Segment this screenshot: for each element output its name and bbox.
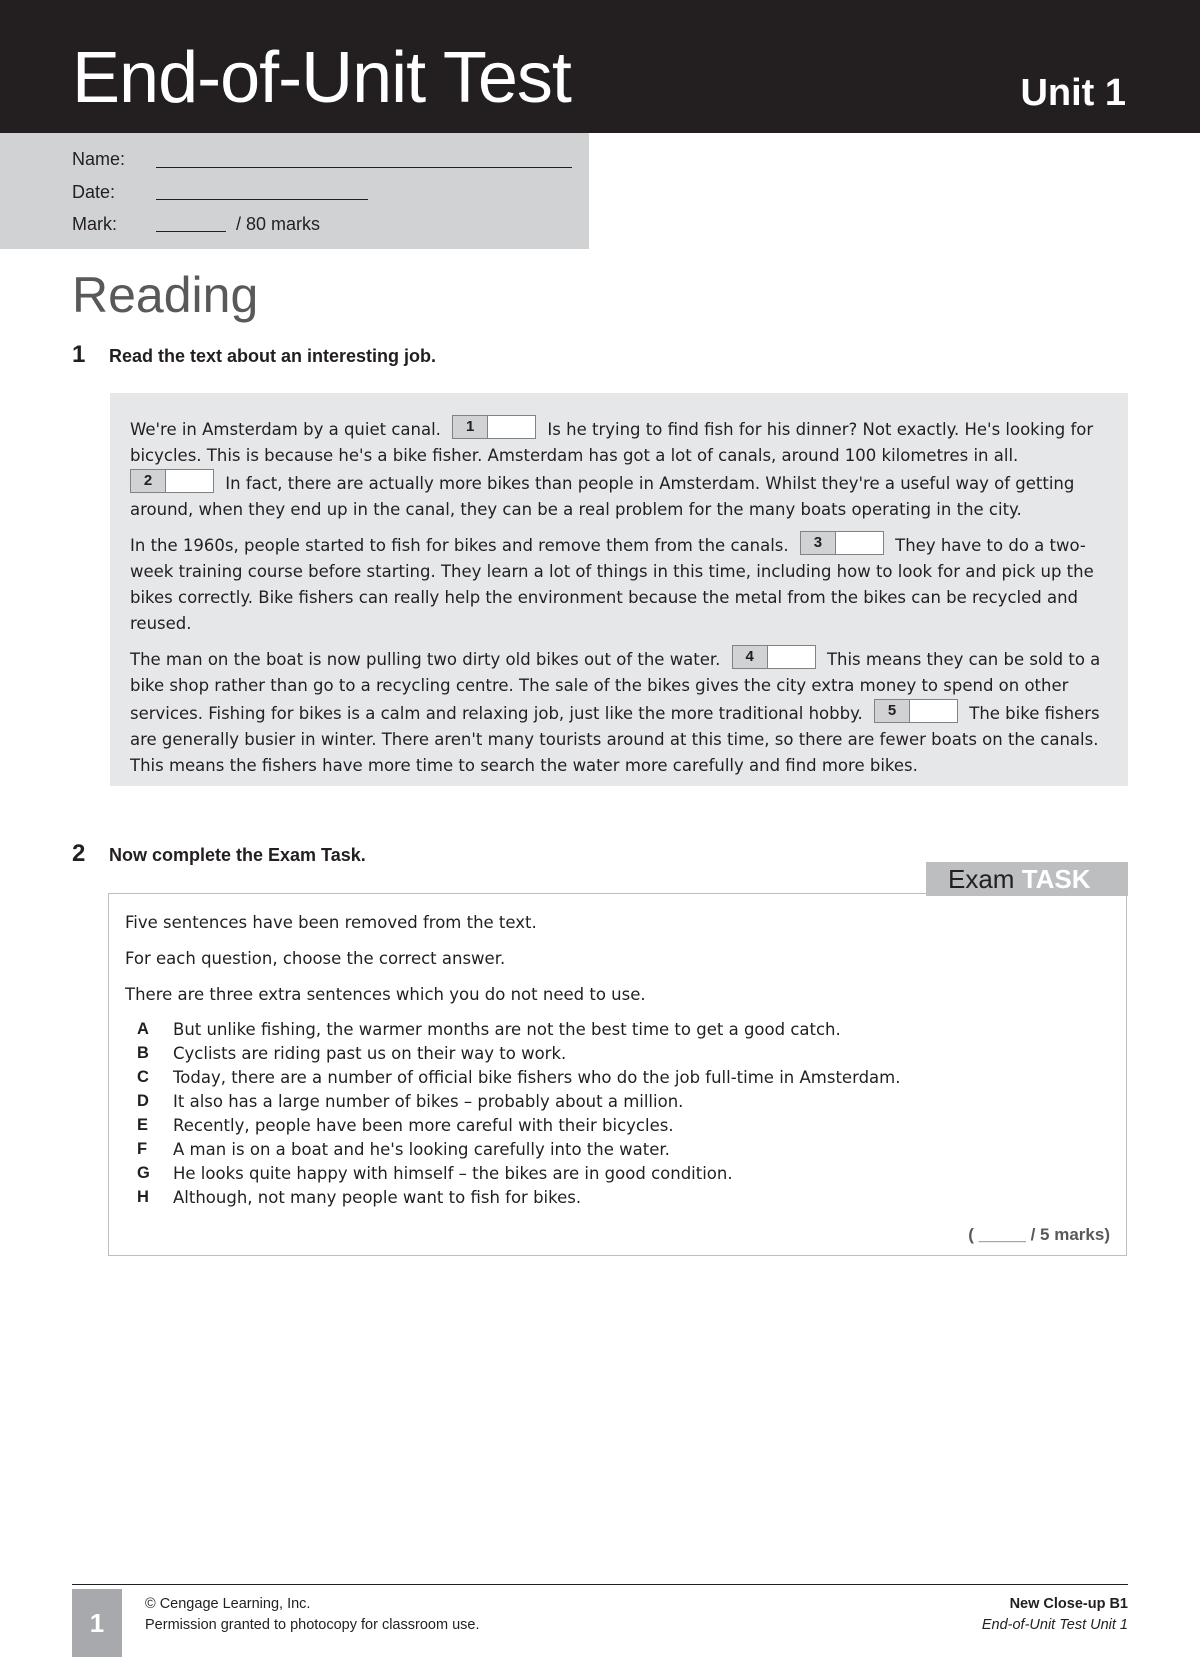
option-a[interactable] <box>137 1020 1097 1044</box>
exam-tab-word: Exam <box>948 864 1015 894</box>
passage-text: This means they can be sold to a bike shop rather than go to a recycling centre. The sale of the bikes gives the city extra money to spend on other services. Fishing for bikes is a calm and relaxing job, just like the more traditional hobby. <box>130 650 1101 723</box>
option-text: Today, there are a number of official bike fishers who do the job full-time in Amsterdam. <box>173 1068 901 1087</box>
passage-text: Is he trying to find fish for his dinner? Not exactly. He's looking for bicycles. This is because he's a bike fisher. Amsterdam has got a lot of canals, around 100 kilometres in all. <box>130 420 1094 465</box>
page-title: End-of-Unit Test <box>72 38 571 118</box>
date-field[interactable] <box>156 199 368 200</box>
reading-passage-box <box>110 393 1128 786</box>
unit-label: Unit 1 <box>1020 72 1126 114</box>
student-info-box <box>0 133 589 249</box>
passage-paragraph-3 <box>130 645 1110 779</box>
passage-text: They have to do a two-week training course before starting. They learn a lot of things in this time, including how to look for and pick up the bikes correctly. Bike fishers can really help the environment because the metal from the bikes can be recycled and reused. <box>130 536 1094 633</box>
exam-task-tab <box>926 862 1128 896</box>
reading-passage <box>130 415 1110 787</box>
option-letter: C <box>137 1068 149 1086</box>
question-2-instruction: Now complete the Exam Task. <box>109 845 366 865</box>
exam-task-marks: ( _____ / 5 marks) <box>968 1225 1110 1244</box>
passage-text: The bike fishers are generally busier in winter. There aren't many tourists around at this time, so there are fewer boats on the canals. This means the fishers have more time to search the water more carefully and find more bikes. <box>130 704 1100 775</box>
exam-tab-task-word: TASK <box>1021 864 1091 894</box>
question-1-instruction: Read the text about an interesting job. <box>109 346 437 366</box>
passage-paragraph-1 <box>130 415 1110 523</box>
option-text: A man is on a boat and he's looking carefully into the water. <box>173 1140 670 1159</box>
gap-5[interactable] <box>874 699 958 723</box>
footer-copyright <box>145 1594 479 1636</box>
option-letter: H <box>137 1188 149 1206</box>
mark-label: Mark: <box>72 214 117 234</box>
gap-1-number: 1 <box>453 416 488 438</box>
option-text: It also has a large number of bikes – probably about a million. <box>173 1092 684 1111</box>
gap-5-number: 5 <box>875 700 910 722</box>
footer-book-info <box>982 1594 1128 1636</box>
test-name: End-of-Unit Test Unit 1 <box>981 1617 1128 1633</box>
gap-4-number: 4 <box>733 646 768 668</box>
gap-3[interactable] <box>800 531 884 555</box>
page-number: 1 <box>72 1589 122 1657</box>
option-g[interactable] <box>137 1164 1097 1188</box>
option-f[interactable] <box>137 1140 1097 1164</box>
mark-total: / 80 marks <box>236 214 321 234</box>
gap-2-number: 2 <box>131 470 166 492</box>
option-letter: E <box>137 1116 149 1134</box>
option-d[interactable] <box>137 1092 1097 1116</box>
option-text: Recently, people have been more careful with their bicycles. <box>173 1116 674 1135</box>
mark-field[interactable] <box>156 231 226 232</box>
exam-task-instruction-3: There are three extra sentences which you do not need to use. <box>125 985 646 1004</box>
option-e[interactable] <box>137 1116 1097 1140</box>
passage-text: In fact, there are actually more bikes than people in Amsterdam. Whilst they're a useful way of getting around, when they end up in the canal, they can be a real problem for the many boats operating in the city. <box>130 474 1075 519</box>
passage-text: We're in Amsterdam by a quiet canal. <box>130 420 441 439</box>
passage-text: In the 1960s, people started to fish for bikes and remove them from the canals. <box>130 536 789 555</box>
option-letter: G <box>137 1164 150 1182</box>
date-label: Date: <box>72 182 116 202</box>
name-label: Name: <box>72 149 126 169</box>
option-c[interactable] <box>137 1068 1097 1092</box>
page-header <box>0 0 1200 133</box>
option-letter: B <box>137 1044 149 1062</box>
gap-3-number: 3 <box>801 532 836 554</box>
option-b[interactable] <box>137 1044 1097 1068</box>
exam-task-tab-label <box>948 866 1091 892</box>
passage-paragraph-2 <box>130 531 1110 637</box>
footer-divider <box>72 1584 1128 1585</box>
option-text: But unlike fishing, the warmer months are not the best time to get a good catch. <box>173 1020 841 1039</box>
option-text: Although, not many people want to fish for bikes. <box>173 1188 582 1207</box>
option-text: Cyclists are riding past us on their way to work. <box>173 1044 567 1063</box>
option-h[interactable] <box>137 1188 1097 1212</box>
gap-2[interactable] <box>130 469 214 493</box>
option-text: He looks quite happy with himself – the bikes are in good condition. <box>173 1164 733 1183</box>
exam-task-instruction-1: Five sentences have been removed from the text. <box>125 913 537 932</box>
question-1-number: 1 <box>72 341 86 368</box>
option-letter: D <box>137 1092 149 1110</box>
name-field[interactable] <box>156 167 572 168</box>
copyright-line: © Cengage Learning, Inc. <box>145 1596 311 1612</box>
section-heading-reading: Reading <box>72 267 259 323</box>
exam-task-instruction-2: For each question, choose the correct answer. <box>125 949 506 968</box>
permission-line: Permission granted to photocopy for classroom use. <box>145 1617 480 1633</box>
option-letter: F <box>137 1140 148 1158</box>
question-2-number: 2 <box>72 840 86 867</box>
answer-options <box>137 1020 1097 1212</box>
option-letter: A <box>137 1020 149 1038</box>
exam-task-box <box>108 893 1127 1256</box>
gap-1[interactable] <box>452 415 536 439</box>
gap-4[interactable] <box>732 645 816 669</box>
passage-text: The man on the boat is now pulling two dirty old bikes out of the water. <box>130 650 721 669</box>
book-title: New Close-up B1 <box>1009 1596 1128 1612</box>
